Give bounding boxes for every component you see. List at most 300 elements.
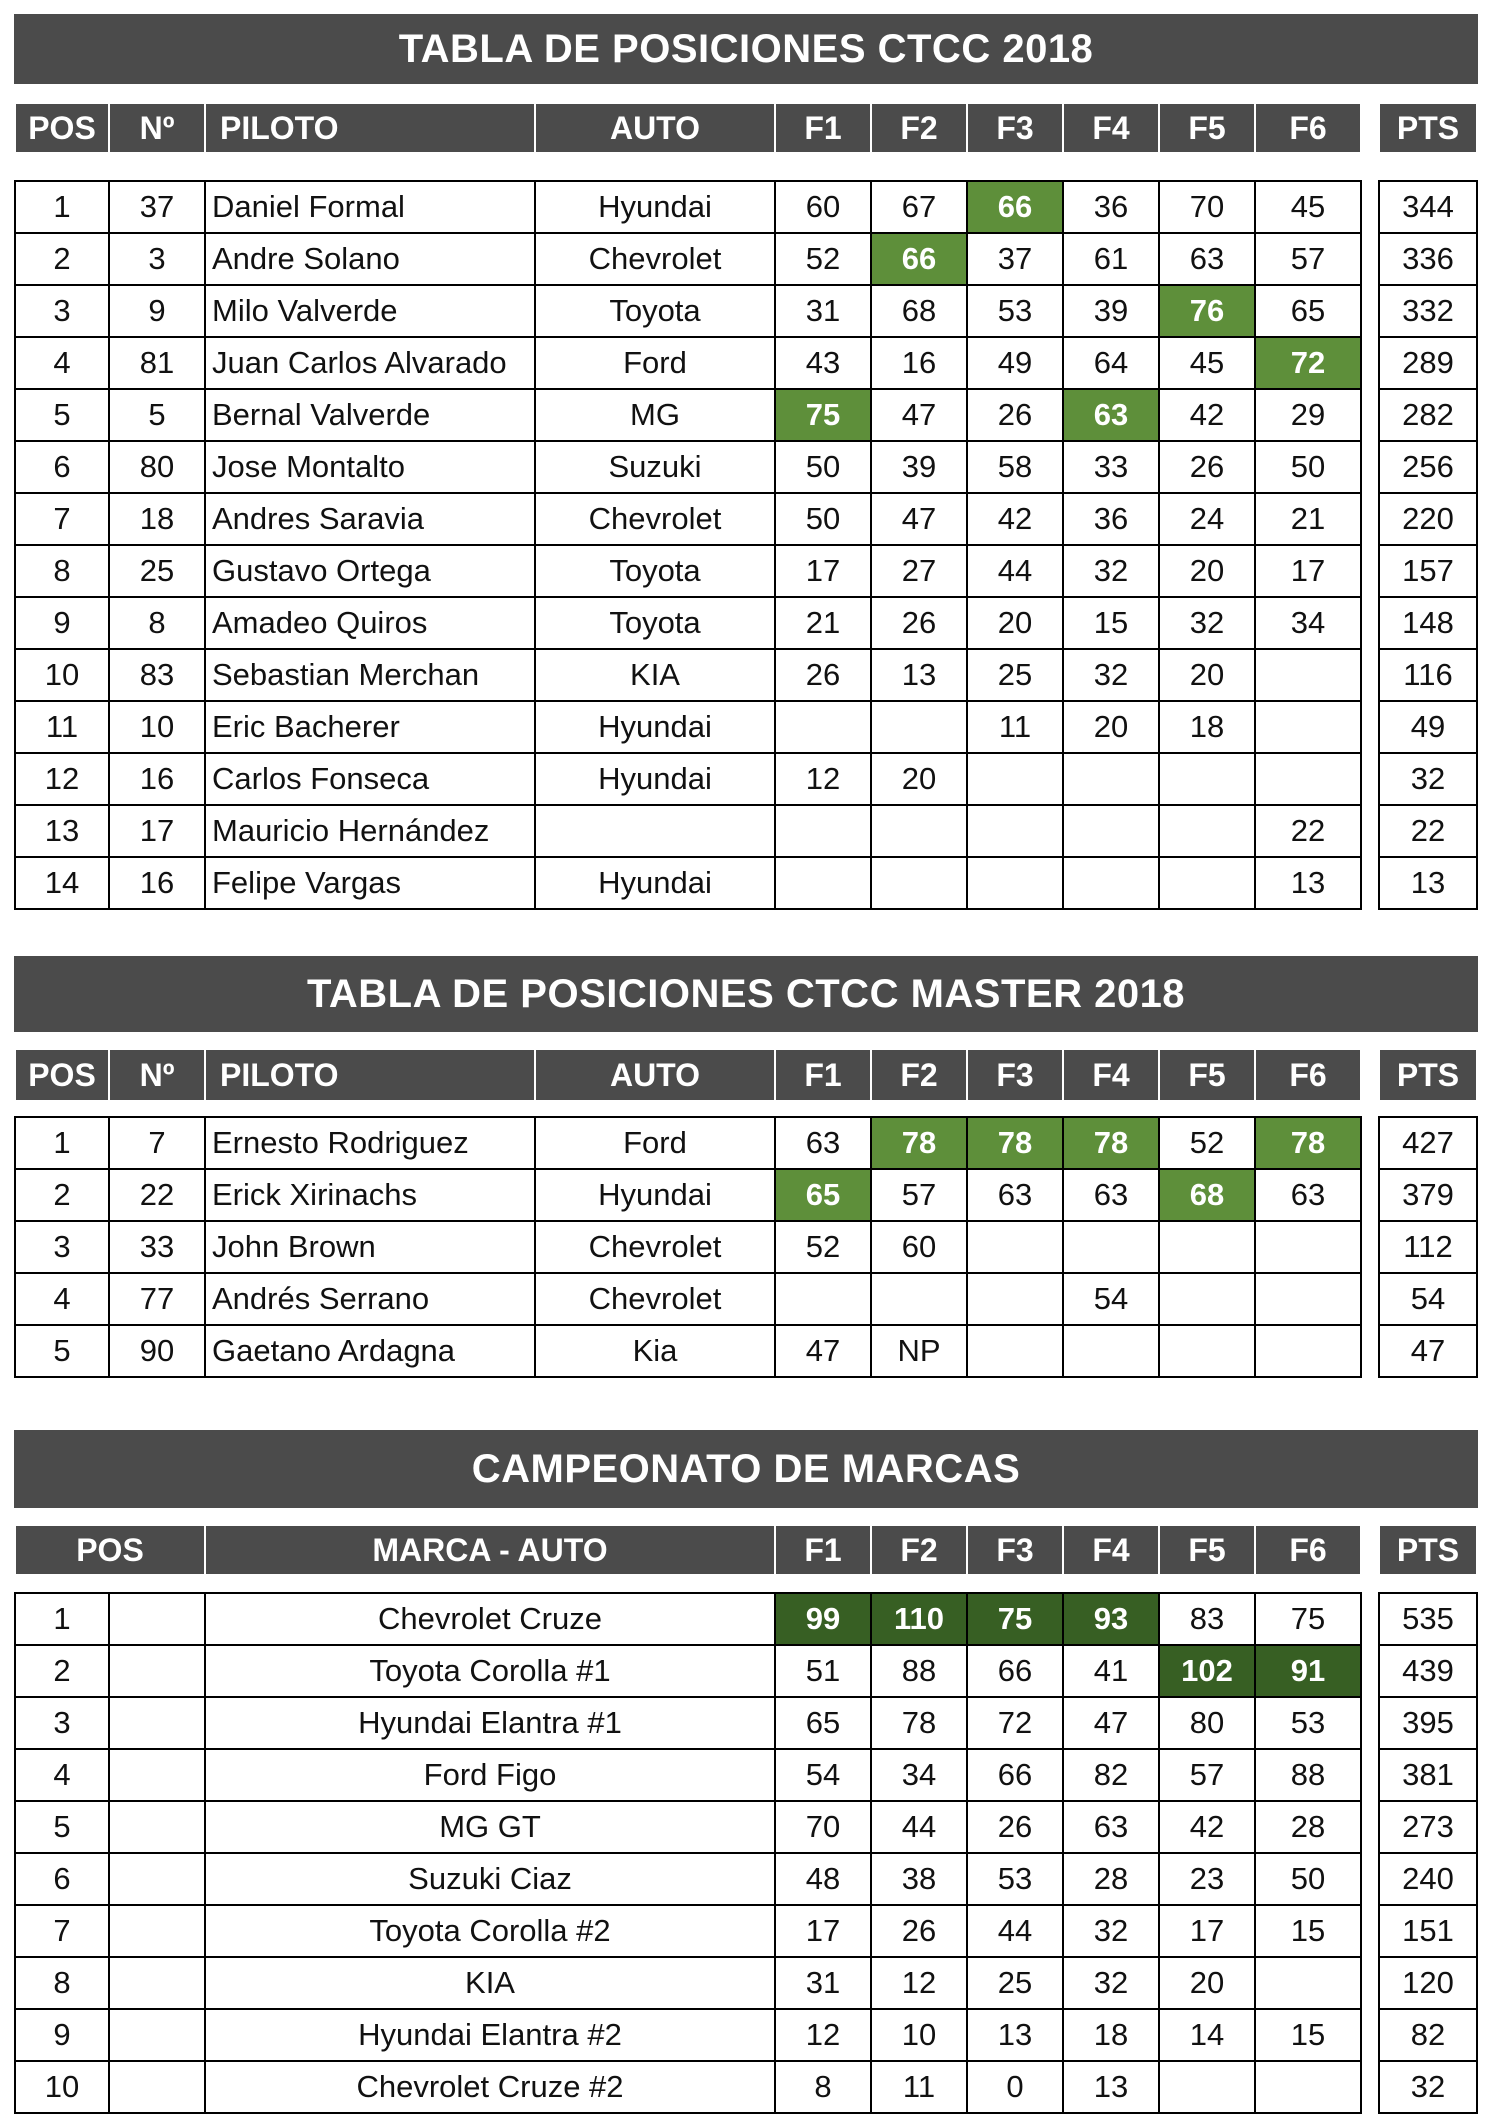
f3-cell: 11: [967, 701, 1063, 753]
num-cell: 81: [109, 337, 205, 389]
f3-cell: 13: [967, 2009, 1063, 2061]
marca-cell: KIA: [205, 1957, 775, 2009]
pos-cell: 10: [15, 649, 109, 701]
pts-cell: 120: [1379, 1957, 1477, 2009]
piloto-cell: Andres Saravia: [205, 493, 535, 545]
f5-cell: [1159, 1221, 1255, 1273]
table-row: [15, 181, 1361, 233]
pts-cell: 282: [1379, 389, 1477, 441]
f2-cell: 20: [871, 753, 967, 805]
pos-cell: 6: [15, 1853, 109, 1905]
pts-cell: 116: [1379, 649, 1477, 701]
pts-cell: 344: [1379, 181, 1477, 233]
pts-cell: 395: [1379, 1697, 1477, 1749]
f5-cell: 102: [1159, 1645, 1255, 1697]
f2-cell: 39: [871, 441, 967, 493]
table-row: [15, 1325, 1361, 1377]
pts-cell: 112: [1379, 1221, 1477, 1273]
f5-cell: 68: [1159, 1169, 1255, 1221]
f1-cell: 99: [775, 1593, 871, 1645]
auto-cell: Toyota: [535, 597, 775, 649]
col-f4: F4: [1063, 1525, 1159, 1575]
f4-cell: 93: [1063, 1593, 1159, 1645]
empty-cell: [109, 1593, 205, 1645]
table-row: [1379, 1853, 1477, 1905]
f4-cell: 54: [1063, 1273, 1159, 1325]
f4-cell: 32: [1063, 1905, 1159, 1957]
table1-pts-header: [1378, 102, 1478, 154]
pts-cell: 332: [1379, 285, 1477, 337]
f6-cell: 78: [1255, 1117, 1361, 1169]
f4-cell: [1063, 1221, 1159, 1273]
auto-cell: Hyundai: [535, 1169, 775, 1221]
piloto-cell: Gaetano Ardagna: [205, 1325, 535, 1377]
col-pts: PTS: [1379, 1049, 1477, 1101]
f1-cell: 17: [775, 545, 871, 597]
f4-cell: 63: [1063, 1801, 1159, 1853]
f3-cell: 75: [967, 1593, 1063, 1645]
f5-cell: 52: [1159, 1117, 1255, 1169]
empty-cell: [109, 1645, 205, 1697]
f5-cell: 70: [1159, 181, 1255, 233]
auto-cell: Ford: [535, 337, 775, 389]
f3-cell: 42: [967, 493, 1063, 545]
f3-cell: [967, 753, 1063, 805]
f6-cell: [1255, 701, 1361, 753]
piloto-cell: Felipe Vargas: [205, 857, 535, 909]
table3-body: [14, 1592, 1362, 2114]
f4-cell: 78: [1063, 1117, 1159, 1169]
pts-cell: 273: [1379, 1801, 1477, 1853]
f4-cell: 28: [1063, 1853, 1159, 1905]
f1-cell: 50: [775, 493, 871, 545]
f2-cell: 57: [871, 1169, 967, 1221]
f1-cell: 31: [775, 285, 871, 337]
col-f4: F4: [1063, 103, 1159, 153]
pts-cell: 54: [1379, 1273, 1477, 1325]
f4-cell: 39: [1063, 285, 1159, 337]
f3-cell: 26: [967, 389, 1063, 441]
f3-cell: 37: [967, 233, 1063, 285]
f4-cell: 41: [1063, 1645, 1159, 1697]
table-row: [15, 1749, 1361, 1801]
auto-cell: Hyundai: [535, 753, 775, 805]
pos-cell: 10: [15, 2061, 109, 2113]
table-row: [1379, 597, 1477, 649]
f5-cell: 76: [1159, 285, 1255, 337]
f5-cell: [1159, 753, 1255, 805]
f5-cell: 23: [1159, 1853, 1255, 1905]
table-row: [1379, 2061, 1477, 2113]
f6-cell: 21: [1255, 493, 1361, 545]
col-num: Nº: [109, 103, 205, 153]
f4-cell: [1063, 753, 1159, 805]
table-row: [1379, 1801, 1477, 1853]
col-auto: AUTO: [535, 1049, 775, 1101]
f5-cell: 20: [1159, 1957, 1255, 2009]
pts-cell: 256: [1379, 441, 1477, 493]
f1-cell: [775, 805, 871, 857]
f1-cell: 52: [775, 1221, 871, 1273]
table-row: [15, 1853, 1361, 1905]
num-cell: 18: [109, 493, 205, 545]
f2-cell: [871, 857, 967, 909]
f3-cell: 25: [967, 1957, 1063, 2009]
num-cell: 7: [109, 1117, 205, 1169]
table-row: [15, 2009, 1361, 2061]
piloto-cell: Eric Bacherer: [205, 701, 535, 753]
f5-cell: 63: [1159, 233, 1255, 285]
pos-cell: 11: [15, 701, 109, 753]
f5-cell: 57: [1159, 1749, 1255, 1801]
f6-cell: 45: [1255, 181, 1361, 233]
col-f1: F1: [775, 1525, 871, 1575]
pos-cell: 13: [15, 805, 109, 857]
f2-cell: NP: [871, 1325, 967, 1377]
pos-cell: 3: [15, 285, 109, 337]
f5-cell: 17: [1159, 1905, 1255, 1957]
table-row: [1379, 181, 1477, 233]
table-row: [15, 285, 1361, 337]
f1-cell: 26: [775, 649, 871, 701]
auto-cell: Chevrolet: [535, 493, 775, 545]
table-row: [1379, 701, 1477, 753]
pts-cell: 240: [1379, 1853, 1477, 1905]
col-f2: F2: [871, 1525, 967, 1575]
f5-cell: 32: [1159, 597, 1255, 649]
table2-pts-header: [1378, 1048, 1478, 1102]
f4-cell: 47: [1063, 1697, 1159, 1749]
table-row: [1379, 805, 1477, 857]
num-cell: 77: [109, 1273, 205, 1325]
empty-cell: [109, 2061, 205, 2113]
table-row: [15, 1593, 1361, 1645]
f3-cell: 63: [967, 1169, 1063, 1221]
num-cell: 16: [109, 857, 205, 909]
f1-cell: 50: [775, 441, 871, 493]
table-row: [15, 597, 1361, 649]
num-cell: 22: [109, 1169, 205, 1221]
table2-body: [14, 1116, 1362, 1378]
table3-pts-body: [1378, 1592, 1478, 2114]
f2-cell: 34: [871, 1749, 967, 1801]
auto-cell: Ford: [535, 1117, 775, 1169]
marca-cell: Suzuki Ciaz: [205, 1853, 775, 1905]
table-row: [15, 337, 1361, 389]
f6-cell: 17: [1255, 545, 1361, 597]
col-f5: F5: [1159, 103, 1255, 153]
col-f5: F5: [1159, 1049, 1255, 1101]
table2-pts-body: [1378, 1116, 1478, 1378]
piloto-cell: Carlos Fonseca: [205, 753, 535, 805]
table-row: [1379, 1905, 1477, 1957]
f3-cell: [967, 1273, 1063, 1325]
table-row: [15, 1957, 1361, 2009]
table-row: [15, 857, 1361, 909]
f2-cell: 78: [871, 1117, 967, 1169]
f6-cell: 50: [1255, 1853, 1361, 1905]
col-f2: F2: [871, 103, 967, 153]
f1-cell: 63: [775, 1117, 871, 1169]
f3-cell: 25: [967, 649, 1063, 701]
f2-cell: 78: [871, 1697, 967, 1749]
col-num: Nº: [109, 1049, 205, 1101]
f1-cell: 31: [775, 1957, 871, 2009]
pos-cell: 5: [15, 1325, 109, 1377]
f1-cell: 70: [775, 1801, 871, 1853]
marca-cell: Toyota Corolla #2: [205, 1905, 775, 1957]
num-cell: 3: [109, 233, 205, 285]
col-f6: F6: [1255, 1049, 1361, 1101]
table1-title: TABLA DE POSICIONES CTCC 2018: [14, 14, 1478, 84]
pos-cell: 9: [15, 2009, 109, 2061]
table-row: [1379, 1957, 1477, 2009]
table-row: [1379, 1325, 1477, 1377]
f1-cell: 8: [775, 2061, 871, 2113]
f4-cell: [1063, 805, 1159, 857]
pos-cell: 3: [15, 1221, 109, 1273]
auto-cell: Suzuki: [535, 441, 775, 493]
table-row: [15, 233, 1361, 285]
f6-cell: [1255, 1221, 1361, 1273]
table-row: [1379, 857, 1477, 909]
f3-cell: 53: [967, 1853, 1063, 1905]
piloto-cell: Gustavo Ortega: [205, 545, 535, 597]
num-cell: 9: [109, 285, 205, 337]
col-f6: F6: [1255, 103, 1361, 153]
f1-cell: 12: [775, 2009, 871, 2061]
pos-cell: 6: [15, 441, 109, 493]
col-f1: F1: [775, 103, 871, 153]
f4-cell: 33: [1063, 441, 1159, 493]
pts-cell: 381: [1379, 1749, 1477, 1801]
auto-cell: Hyundai: [535, 181, 775, 233]
f4-cell: 61: [1063, 233, 1159, 285]
pts-cell: 32: [1379, 2061, 1477, 2113]
f6-cell: [1255, 1325, 1361, 1377]
f4-cell: 20: [1063, 701, 1159, 753]
f3-cell: 49: [967, 337, 1063, 389]
f3-cell: 66: [967, 1749, 1063, 1801]
f3-cell: 26: [967, 1801, 1063, 1853]
pos-cell: 2: [15, 233, 109, 285]
f4-cell: 64: [1063, 337, 1159, 389]
f5-cell: 20: [1159, 649, 1255, 701]
table-row: [15, 1169, 1361, 1221]
f2-cell: 13: [871, 649, 967, 701]
piloto-cell: Amadeo Quiros: [205, 597, 535, 649]
table-row: [15, 2061, 1361, 2113]
auto-cell: Hyundai: [535, 701, 775, 753]
auto-cell: MG: [535, 389, 775, 441]
table-row: [1379, 337, 1477, 389]
auto-cell: Toyota: [535, 285, 775, 337]
f3-cell: [967, 1221, 1063, 1273]
table-row: [1379, 493, 1477, 545]
f6-cell: 72: [1255, 337, 1361, 389]
table1-body: [14, 180, 1362, 910]
empty-cell: [109, 1957, 205, 2009]
col-piloto: PILOTO: [205, 103, 535, 153]
f2-cell: 68: [871, 285, 967, 337]
table3-title: CAMPEONATO DE MARCAS: [14, 1430, 1478, 1508]
marca-cell: Toyota Corolla #1: [205, 1645, 775, 1697]
f5-cell: [1159, 2061, 1255, 2113]
f4-cell: [1063, 857, 1159, 909]
f6-cell: 65: [1255, 285, 1361, 337]
table-row: [15, 701, 1361, 753]
f4-cell: 13: [1063, 2061, 1159, 2113]
f2-cell: 26: [871, 1905, 967, 1957]
table3-header: [14, 1524, 1362, 1576]
auto-cell: Kia: [535, 1325, 775, 1377]
f5-cell: 42: [1159, 1801, 1255, 1853]
pos-cell: 1: [15, 1117, 109, 1169]
f4-cell: 32: [1063, 1957, 1159, 2009]
pos-cell: 4: [15, 337, 109, 389]
pts-cell: 336: [1379, 233, 1477, 285]
num-cell: 25: [109, 545, 205, 597]
f4-cell: 63: [1063, 389, 1159, 441]
f6-cell: 13: [1255, 857, 1361, 909]
pos-cell: 5: [15, 1801, 109, 1853]
f3-cell: 44: [967, 1905, 1063, 1957]
table-row: [1379, 389, 1477, 441]
f2-cell: 16: [871, 337, 967, 389]
col-pos: POS: [15, 1049, 109, 1101]
f4-cell: 36: [1063, 493, 1159, 545]
auto-cell: [535, 805, 775, 857]
num-cell: 8: [109, 597, 205, 649]
piloto-cell: Jose Montalto: [205, 441, 535, 493]
f3-cell: [967, 857, 1063, 909]
piloto-cell: Erick Xirinachs: [205, 1169, 535, 1221]
f2-cell: 88: [871, 1645, 967, 1697]
f5-cell: 26: [1159, 441, 1255, 493]
pos-cell: 5: [15, 389, 109, 441]
col-marca: MARCA - AUTO: [205, 1525, 775, 1575]
f1-cell: 12: [775, 753, 871, 805]
f4-cell: 15: [1063, 597, 1159, 649]
f2-cell: [871, 805, 967, 857]
f4-cell: 63: [1063, 1169, 1159, 1221]
table-row: [15, 753, 1361, 805]
f5-cell: 24: [1159, 493, 1255, 545]
f6-cell: 29: [1255, 389, 1361, 441]
pos-cell: 14: [15, 857, 109, 909]
col-pts: PTS: [1379, 1525, 1477, 1575]
f2-cell: 60: [871, 1221, 967, 1273]
f2-cell: 27: [871, 545, 967, 597]
empty-cell: [109, 1749, 205, 1801]
f2-cell: 38: [871, 1853, 967, 1905]
marca-cell: Chevrolet Cruze: [205, 1593, 775, 1645]
marca-cell: MG GT: [205, 1801, 775, 1853]
table-row: [1379, 545, 1477, 597]
f1-cell: [775, 1273, 871, 1325]
pos-cell: 4: [15, 1749, 109, 1801]
piloto-cell: Ernesto Rodriguez: [205, 1117, 535, 1169]
f4-cell: 82: [1063, 1749, 1159, 1801]
table-row: [1379, 1645, 1477, 1697]
table2-header: [14, 1048, 1362, 1102]
table-row: [1379, 1697, 1477, 1749]
col-pts: PTS: [1379, 103, 1477, 153]
pts-cell: 535: [1379, 1593, 1477, 1645]
f6-cell: 75: [1255, 1593, 1361, 1645]
empty-cell: [109, 1853, 205, 1905]
table-row: [15, 1221, 1361, 1273]
auto-cell: Toyota: [535, 545, 775, 597]
piloto-cell: Andre Solano: [205, 233, 535, 285]
f3-cell: 53: [967, 285, 1063, 337]
f3-cell: 58: [967, 441, 1063, 493]
table-row: [15, 1273, 1361, 1325]
f6-cell: 15: [1255, 1905, 1361, 1957]
f1-cell: [775, 857, 871, 909]
f3-cell: 20: [967, 597, 1063, 649]
table1-pts-body: [1378, 180, 1478, 910]
empty-cell: [109, 1905, 205, 1957]
f6-cell: 53: [1255, 1697, 1361, 1749]
table-row: [15, 545, 1361, 597]
num-cell: 37: [109, 181, 205, 233]
table-row: [1379, 1117, 1477, 1169]
marca-cell: Ford Figo: [205, 1749, 775, 1801]
auto-cell: Chevrolet: [535, 233, 775, 285]
f4-cell: 36: [1063, 181, 1159, 233]
pos-cell: 4: [15, 1273, 109, 1325]
f6-cell: [1255, 753, 1361, 805]
f5-cell: 83: [1159, 1593, 1255, 1645]
f2-cell: 66: [871, 233, 967, 285]
piloto-cell: Bernal Valverde: [205, 389, 535, 441]
col-f3: F3: [967, 103, 1063, 153]
f6-cell: [1255, 1273, 1361, 1325]
f5-cell: [1159, 1325, 1255, 1377]
pos-cell: 2: [15, 1169, 109, 1221]
pts-cell: 220: [1379, 493, 1477, 545]
f2-cell: 47: [871, 493, 967, 545]
f2-cell: 26: [871, 597, 967, 649]
f1-cell: 54: [775, 1749, 871, 1801]
f3-cell: 66: [967, 181, 1063, 233]
f5-cell: 45: [1159, 337, 1255, 389]
f3-cell: 44: [967, 545, 1063, 597]
pts-cell: 157: [1379, 545, 1477, 597]
auto-cell: Chevrolet: [535, 1273, 775, 1325]
f2-cell: 47: [871, 389, 967, 441]
col-f3: F3: [967, 1049, 1063, 1101]
col-piloto: PILOTO: [205, 1049, 535, 1101]
pos-cell: 3: [15, 1697, 109, 1749]
f1-cell: 43: [775, 337, 871, 389]
num-cell: 10: [109, 701, 205, 753]
empty-cell: [109, 2009, 205, 2061]
table-row: [1379, 1749, 1477, 1801]
f6-cell: 28: [1255, 1801, 1361, 1853]
f4-cell: 32: [1063, 649, 1159, 701]
col-auto: AUTO: [535, 103, 775, 153]
auto-cell: Hyundai: [535, 857, 775, 909]
f3-cell: 72: [967, 1697, 1063, 1749]
f5-cell: [1159, 805, 1255, 857]
pos-cell: 7: [15, 1905, 109, 1957]
table-row: [1379, 2009, 1477, 2061]
piloto-cell: John Brown: [205, 1221, 535, 1273]
piloto-cell: Daniel Formal: [205, 181, 535, 233]
f2-cell: 11: [871, 2061, 967, 2113]
